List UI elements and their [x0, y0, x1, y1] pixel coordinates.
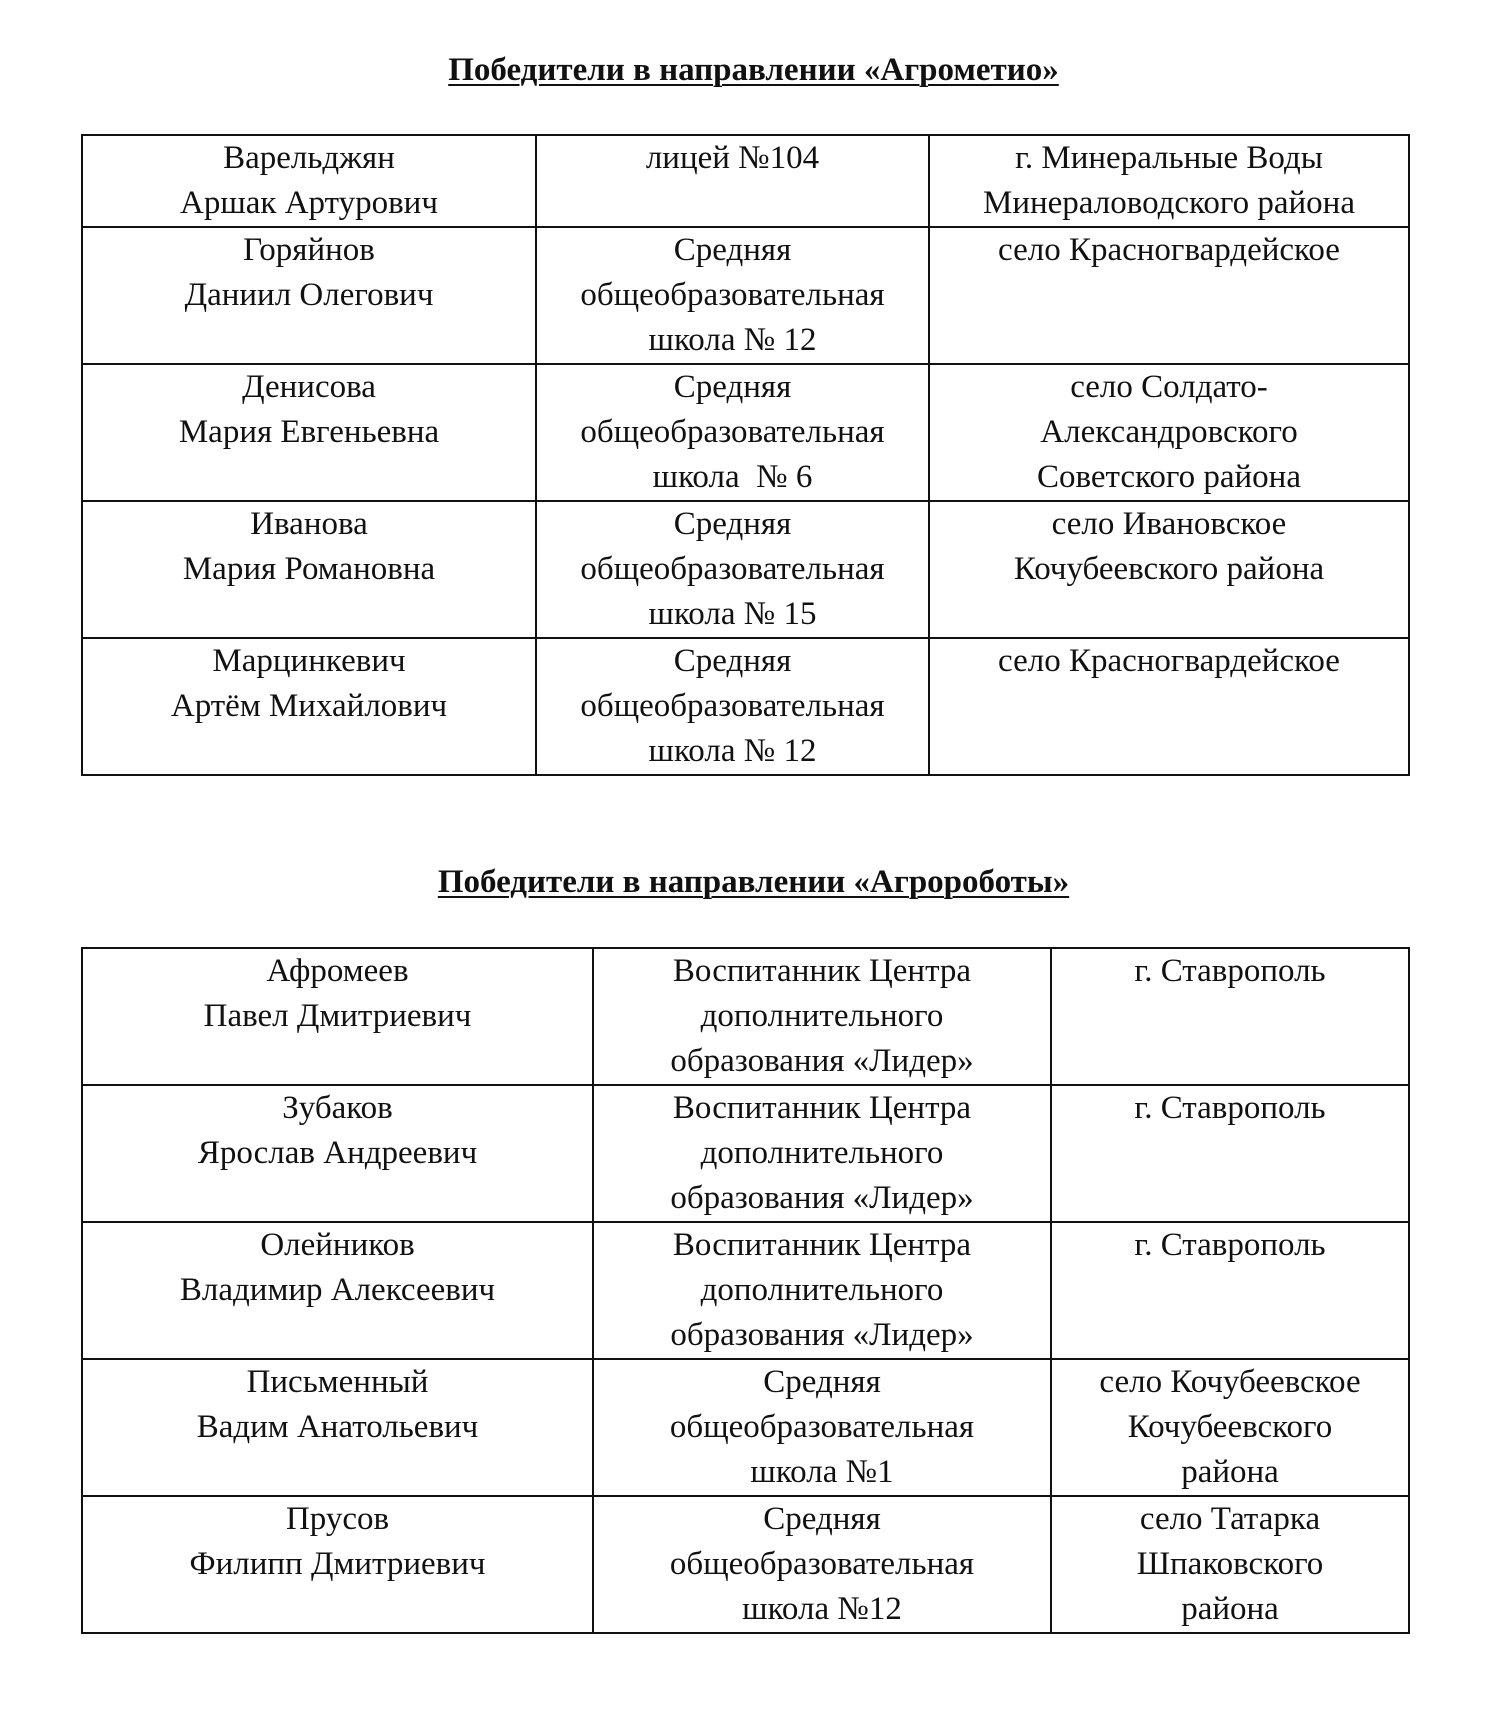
- school-line: школа № 15: [648, 596, 817, 632]
- school-cell: [593, 1359, 1051, 1496]
- table-row: [82, 948, 1409, 1085]
- location-line: района: [1181, 1454, 1279, 1490]
- given-names: Ярослав Андреевич: [197, 1135, 478, 1171]
- location-cell: [929, 638, 1409, 775]
- name-cell: [82, 948, 593, 1085]
- location-line: село Татарка: [1139, 1501, 1321, 1537]
- section-title-agrometio: [0, 50, 1507, 90]
- school-line: общеобразовательная: [580, 688, 885, 724]
- location-cell: [929, 227, 1409, 364]
- school-cell: [593, 1085, 1051, 1222]
- section-title-text: Победители в направлении «Агрометио»: [448, 52, 1059, 88]
- school-line: Средняя: [673, 506, 792, 542]
- school-line: Воспитанник Центра: [672, 1090, 972, 1126]
- location-cell: [1051, 1085, 1409, 1222]
- given-names: Павел Дмитриевич: [203, 998, 472, 1034]
- location-line: село Солдато-: [1070, 369, 1268, 405]
- school-line: общеобразовательная: [669, 1409, 975, 1445]
- table-row: [82, 135, 1409, 227]
- location-cell: [1051, 1359, 1409, 1496]
- winners-table-agroroboty: [81, 947, 1410, 1634]
- table-row: [82, 227, 1409, 364]
- location-line: село Ивановское: [1051, 506, 1287, 542]
- given-names: Вадим Анатольевич: [196, 1409, 479, 1445]
- location-cell: [929, 135, 1409, 227]
- name-cell: [82, 1359, 593, 1496]
- given-names: Артём Михайлович: [170, 688, 448, 724]
- school-cell: [593, 948, 1051, 1085]
- table-row: [82, 1222, 1409, 1359]
- name-cell: [82, 1496, 593, 1633]
- location-line: г. Минеральные Воды: [1015, 140, 1323, 176]
- location-line: г. Ставрополь: [1134, 1090, 1326, 1126]
- surname: Олейников: [260, 1227, 415, 1263]
- school-line: дополнительного: [700, 998, 944, 1034]
- school-line: Средняя: [673, 232, 792, 268]
- location-line: село Красногвардейское: [998, 643, 1340, 679]
- school-cell: [536, 135, 929, 227]
- school-line: школа №1: [750, 1454, 894, 1490]
- school-line: школа № 12: [648, 322, 817, 358]
- surname: Денисова: [242, 369, 376, 405]
- location-line: г. Ставрополь: [1134, 953, 1326, 989]
- school-cell: [536, 501, 929, 638]
- name-cell: [82, 364, 536, 501]
- section-title-agroroboty: [0, 862, 1507, 902]
- given-names: Мария Романовна: [182, 551, 436, 587]
- school-line: Воспитанник Центра: [672, 953, 972, 989]
- school-line: Средняя: [763, 1501, 881, 1537]
- location-line: района: [1181, 1591, 1279, 1627]
- name-cell: [82, 1085, 593, 1222]
- surname: Зубаков: [282, 1090, 393, 1126]
- location-line: село Кочубеевское: [1099, 1364, 1361, 1400]
- school-line: образования «Лидер»: [670, 1180, 974, 1216]
- winners-table-agrometio: [81, 134, 1410, 776]
- given-names: Мария Евгеньевна: [178, 414, 440, 450]
- table-row: [82, 1359, 1409, 1496]
- school-line: лицей №104: [645, 140, 820, 176]
- school-line: дополнительного: [700, 1135, 944, 1171]
- school-cell: [593, 1496, 1051, 1633]
- school-line: общеобразовательная: [669, 1546, 975, 1582]
- school-line: школа № 6: [652, 459, 813, 495]
- school-cell: [593, 1222, 1051, 1359]
- school-line: школа № 12: [648, 733, 817, 769]
- surname: Письменный: [246, 1364, 429, 1400]
- school-line: школа №12: [742, 1591, 902, 1627]
- school-line: образования «Лидер»: [670, 1317, 974, 1353]
- location-cell: [929, 501, 1409, 638]
- school-line: дополнительного: [700, 1272, 944, 1308]
- school-line: Средняя: [673, 643, 792, 679]
- school-line: общеобразовательная: [580, 277, 885, 313]
- location-cell: [1051, 1222, 1409, 1359]
- school-cell: [536, 364, 929, 501]
- table-row: [82, 501, 1409, 638]
- school-line: Воспитанник Центра: [672, 1227, 972, 1263]
- name-cell: [82, 1222, 593, 1359]
- surname: Афромеев: [266, 953, 409, 989]
- given-names: Аршак Артурович: [180, 185, 438, 221]
- location-line: Минераловодского района: [983, 185, 1355, 221]
- table-row: [82, 364, 1409, 501]
- given-names: Филипп Дмитриевич: [189, 1546, 486, 1582]
- name-cell: [82, 638, 536, 775]
- school-line: образования «Лидер»: [670, 1043, 974, 1079]
- name-cell: [82, 135, 536, 227]
- school-line: общеобразовательная: [580, 551, 885, 587]
- location-line: Александровского: [1040, 414, 1298, 450]
- school-line: общеобразовательная: [580, 414, 885, 450]
- given-names: Владимир Алексеевич: [179, 1272, 496, 1308]
- location-line: Шпаковского: [1136, 1546, 1324, 1582]
- school-cell: [536, 227, 929, 364]
- location-cell: [1051, 948, 1409, 1085]
- location-line: Кочубеевского района: [1013, 551, 1325, 587]
- name-cell: [82, 227, 536, 364]
- location-cell: [929, 364, 1409, 501]
- location-line: г. Ставрополь: [1134, 1227, 1326, 1263]
- school-line: Средняя: [763, 1364, 881, 1400]
- location-cell: [1051, 1496, 1409, 1633]
- table-row: [82, 1496, 1409, 1633]
- surname: Горяйнов: [243, 232, 375, 268]
- section-title-text: Победители в направлении «Агророботы»: [437, 864, 1070, 900]
- location-line: село Красногвардейское: [998, 232, 1340, 268]
- surname: Варельджян: [223, 140, 395, 176]
- school-cell: [536, 638, 929, 775]
- name-cell: [82, 501, 536, 638]
- surname: Прусов: [285, 1501, 390, 1537]
- location-line: Советского района: [1037, 459, 1301, 495]
- school-line: Средняя: [673, 369, 792, 405]
- table-row: [82, 1085, 1409, 1222]
- table-row: [82, 638, 1409, 775]
- location-line: Кочубеевского: [1127, 1409, 1333, 1445]
- surname: Иванова: [250, 506, 368, 542]
- given-names: Даниил Олегович: [184, 277, 434, 313]
- surname: Марцинкевич: [212, 643, 406, 679]
